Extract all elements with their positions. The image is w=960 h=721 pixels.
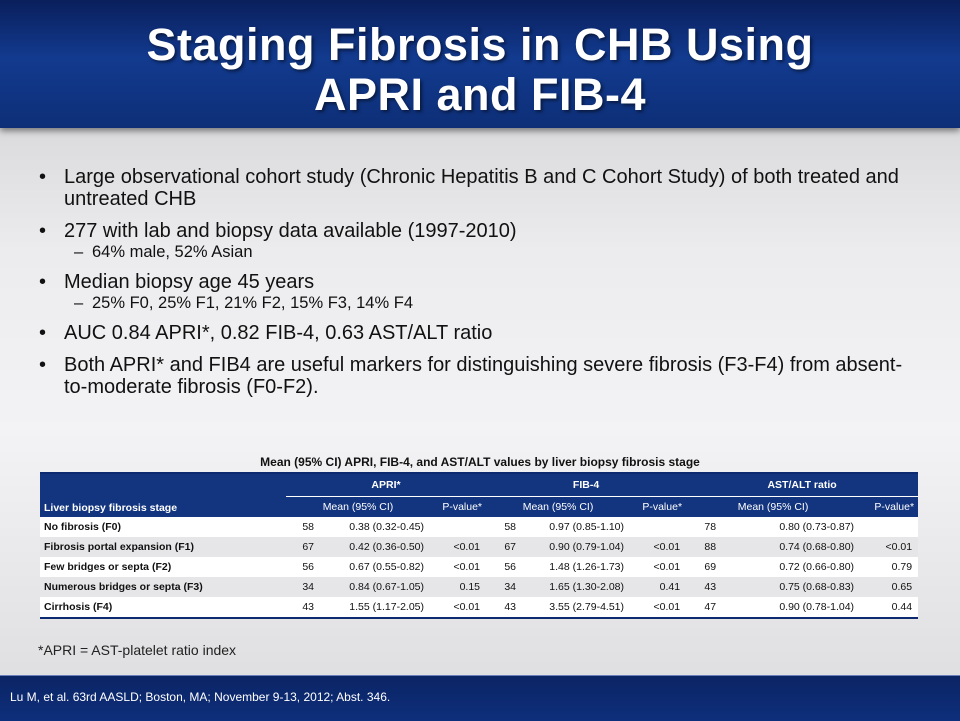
slide-title-line-2: APRI and FIB-4 bbox=[313, 69, 647, 120]
slide-title-line-1: Staging Fibrosis in CHB Using bbox=[146, 19, 814, 70]
fib4-pvalue-cell bbox=[630, 517, 686, 537]
astalt-n-cell: 43 bbox=[686, 577, 718, 597]
bullet-text: 277 with lab and biopsy data available (1997-2010) bbox=[64, 220, 517, 242]
fib4-n-cell: 67 bbox=[486, 537, 518, 557]
stage-cell: Few bridges or septa (F2) bbox=[40, 557, 286, 577]
apri-n-cell: 56 bbox=[286, 557, 316, 577]
apri-pvalue-cell: <0.01 bbox=[430, 557, 486, 577]
astalt-mean-cell: 0.74 (0.68-0.80) bbox=[718, 537, 860, 557]
astalt-pvalue-header: P-value* bbox=[860, 497, 918, 518]
bullet-item bbox=[36, 354, 906, 398]
astalt-group-header: AST/ALT ratio bbox=[686, 473, 918, 497]
apri-pvalue-cell: <0.01 bbox=[430, 597, 486, 618]
bullet-dot-icon: • bbox=[39, 322, 47, 344]
bullet-item bbox=[36, 322, 906, 344]
bullet-text: Both APRI* and FIB4 are useful markers for distinguishing severe fibrosis (F3-F4) from absent-to-moderate fibrosis (F0-F2). bbox=[64, 354, 903, 398]
astalt-pvalue-cell: 0.65 bbox=[860, 577, 918, 597]
apri-n-cell: 34 bbox=[286, 577, 316, 597]
slide-title bbox=[0, 20, 960, 120]
apri-pvalue-cell: 0.15 bbox=[430, 577, 486, 597]
fib4-mean-cell: 3.55 (2.79-4.51) bbox=[518, 597, 630, 618]
apri-mean-cell: 0.42 (0.36-0.50) bbox=[316, 537, 430, 557]
table-caption: Mean (95% CI) APRI, FIB-4, and AST/ALT values by liver biopsy fibrosis stage bbox=[260, 455, 700, 469]
table-row bbox=[40, 517, 918, 537]
apri-group-header: APRI* bbox=[286, 473, 486, 497]
fib4-mean-header: Mean (95% CI) bbox=[486, 497, 630, 518]
table-row bbox=[40, 557, 918, 577]
astalt-n-cell: 69 bbox=[686, 557, 718, 577]
table-row bbox=[40, 597, 918, 618]
fib4-group-header: FIB-4 bbox=[486, 473, 686, 497]
stage-cell: No fibrosis (F0) bbox=[40, 517, 286, 537]
apri-mean-cell: 0.84 (0.67-1.05) bbox=[316, 577, 430, 597]
fib4-n-cell: 43 bbox=[486, 597, 518, 618]
fib4-pvalue-cell: 0.41 bbox=[630, 577, 686, 597]
apri-n-cell: 58 bbox=[286, 517, 316, 537]
astalt-mean-cell: 0.75 (0.68-0.83) bbox=[718, 577, 860, 597]
astalt-mean-cell: 0.80 (0.73-0.87) bbox=[718, 517, 860, 537]
fib4-mean-cell: 1.48 (1.26-1.73) bbox=[518, 557, 630, 577]
astalt-n-cell: 47 bbox=[686, 597, 718, 618]
apri-pvalue-cell: <0.01 bbox=[430, 537, 486, 557]
astalt-n-cell: 88 bbox=[686, 537, 718, 557]
table-row bbox=[40, 577, 918, 597]
astalt-mean-cell: 0.90 (0.78-1.04) bbox=[718, 597, 860, 618]
bullet-list bbox=[36, 166, 906, 408]
bullet-dot-icon: • bbox=[39, 220, 47, 242]
stage-cell: Cirrhosis (F4) bbox=[40, 597, 286, 618]
table-row bbox=[40, 537, 918, 557]
bullet-dot-icon: • bbox=[39, 166, 47, 188]
apri-mean-cell: 0.38 (0.32-0.45) bbox=[316, 517, 430, 537]
footer-bar bbox=[0, 675, 960, 721]
astalt-mean-cell: 0.72 (0.66-0.80) bbox=[718, 557, 860, 577]
fibrosis-table bbox=[40, 472, 918, 619]
apri-mean-cell: 1.55 (1.17-2.05) bbox=[316, 597, 430, 618]
bullet-dot-icon: • bbox=[39, 354, 47, 376]
astalt-pvalue-cell: <0.01 bbox=[860, 537, 918, 557]
apri-pvalue-cell bbox=[430, 517, 486, 537]
astalt-mean-header: Mean (95% CI) bbox=[686, 497, 860, 518]
sub-bullet-text: 25% F0, 25% F1, 21% F2, 15% F3, 14% F4 bbox=[92, 294, 413, 312]
bullet-dot-icon: • bbox=[39, 271, 47, 293]
stage-column-header: Liver biopsy fibrosis stage bbox=[40, 473, 286, 517]
dash-icon: – bbox=[74, 294, 84, 312]
apri-mean-cell: 0.67 (0.55-0.82) bbox=[316, 557, 430, 577]
fib4-pvalue-cell: <0.01 bbox=[630, 597, 686, 618]
astalt-pvalue-cell bbox=[860, 517, 918, 537]
fib4-pvalue-header: P-value* bbox=[630, 497, 686, 518]
reference-citation: Lu M, et al. 63rd AASLD; Boston, MA; November 9-13, 2012; Abst. 346. bbox=[10, 690, 391, 704]
sub-bullet-item bbox=[64, 243, 906, 261]
sub-bullet-item bbox=[64, 294, 906, 312]
bullet-text: AUC 0.84 APRI*, 0.82 FIB-4, 0.63 AST/ALT ratio bbox=[64, 322, 493, 344]
fib4-mean-cell: 0.97 (0.85-1.10) bbox=[518, 517, 630, 537]
fib4-n-cell: 56 bbox=[486, 557, 518, 577]
astalt-pvalue-cell: 0.79 bbox=[860, 557, 918, 577]
bullet-item bbox=[36, 271, 906, 312]
bullet-text: Median biopsy age 45 years bbox=[64, 271, 315, 293]
apri-n-cell: 43 bbox=[286, 597, 316, 618]
fib4-pvalue-cell: <0.01 bbox=[630, 557, 686, 577]
bullet-text: Large observational cohort study (Chronic Hepatitis B and C Cohort Study) of both treated and untreated CHB bbox=[64, 166, 899, 210]
fib4-pvalue-cell: <0.01 bbox=[630, 537, 686, 557]
fib4-n-cell: 58 bbox=[486, 517, 518, 537]
fib4-mean-cell: 0.90 (0.79-1.04) bbox=[518, 537, 630, 557]
apri-pvalue-header: P-value* bbox=[430, 497, 486, 518]
title-banner bbox=[0, 0, 960, 128]
fib4-n-cell: 34 bbox=[486, 577, 518, 597]
footnote: *APRI = AST-platelet ratio index bbox=[38, 642, 237, 658]
stage-cell: Numerous bridges or septa (F3) bbox=[40, 577, 286, 597]
apri-n-cell: 67 bbox=[286, 537, 316, 557]
astalt-n-cell: 78 bbox=[686, 517, 718, 537]
fib4-mean-cell: 1.65 (1.30-2.08) bbox=[518, 577, 630, 597]
apri-mean-header: Mean (95% CI) bbox=[286, 497, 430, 518]
bullet-item bbox=[36, 220, 906, 261]
sub-bullet-text: 64% male, 52% Asian bbox=[92, 243, 253, 261]
bullet-item bbox=[36, 166, 906, 210]
stage-cell: Fibrosis portal expansion (F1) bbox=[40, 537, 286, 557]
astalt-pvalue-cell: 0.44 bbox=[860, 597, 918, 618]
dash-icon: – bbox=[74, 243, 84, 261]
